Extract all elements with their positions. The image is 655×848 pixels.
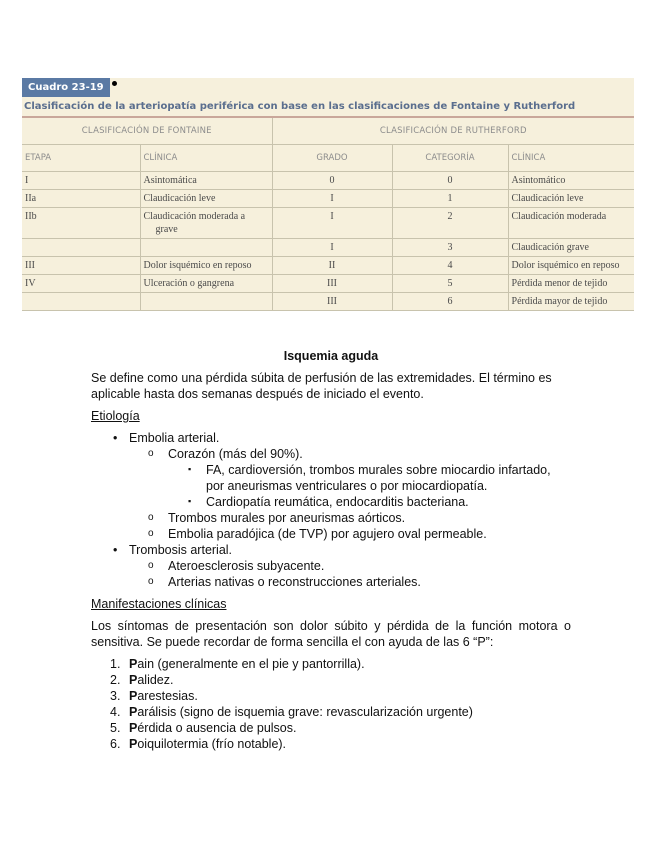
cell-clinica-fontaine: [140, 239, 272, 257]
col-header-categoria: CATEGORÍA: [392, 145, 508, 172]
cell-clinica-rutherford: Asintomático: [508, 172, 634, 190]
cell-clinica-rutherford: Claudicación leve: [508, 190, 634, 208]
square-bullet-icon: ▪: [188, 464, 192, 474]
cell-clinica-rutherford: Claudicación grave: [508, 239, 634, 257]
circle-bullet-icon: o: [148, 512, 154, 523]
list-item: [91, 542, 571, 558]
list-item: [91, 672, 571, 688]
etiologia-list: [91, 430, 571, 590]
column-header-row: [22, 145, 634, 172]
list-item: [91, 704, 571, 720]
cell-categoria: 2: [392, 208, 508, 239]
cell-categoria: 1: [392, 190, 508, 208]
col-header-etapa: ETAPA: [22, 145, 140, 172]
list-item-text: Arterias nativas o reconstrucciones arteriales.: [168, 575, 421, 589]
intro-paragraph: Se define como una pérdida súbita de perfusión de las extremidades. El término es aplicable hasta dos semanas después de iniciado el evento.: [91, 371, 552, 401]
circle-bullet-icon: o: [148, 576, 154, 587]
list-number: 3.: [110, 689, 121, 703]
list-initial: P: [129, 657, 138, 671]
list-number: 5.: [110, 721, 121, 735]
cell-grado: 0: [272, 172, 392, 190]
cell-categoria: 4: [392, 257, 508, 275]
list-item: [91, 526, 571, 542]
cell-clinica-rutherford: Pérdida menor de tejido: [508, 275, 634, 293]
cell-grado: III: [272, 275, 392, 293]
list-initial: P: [129, 689, 138, 703]
cell-clinica-fontaine: Claudicación leve: [140, 190, 272, 208]
list-initial: P: [129, 705, 138, 719]
document-body: [91, 348, 571, 752]
list-item: [91, 558, 571, 574]
cell-categoria: 3: [392, 239, 508, 257]
cell-grado: I: [272, 239, 392, 257]
list-item-text: ain (generalmente en el pie y pantorrilla).: [137, 657, 365, 671]
table-label-row: [22, 78, 634, 97]
list-item: [91, 446, 571, 462]
list-number: 4.: [110, 705, 121, 719]
cell-categoria: 5: [392, 275, 508, 293]
cell-grado: I: [272, 190, 392, 208]
cell-clinica-fontaine: Dolor isquémico en reposo: [140, 257, 272, 275]
table-row: [22, 190, 634, 208]
cell-grado: II: [272, 257, 392, 275]
list-initial: P: [129, 737, 138, 751]
list-item-text: Embolia paradójica (de TVP) por agujero oval permeable.: [168, 527, 487, 541]
cell-etapa: [22, 239, 140, 257]
list-item: [91, 462, 571, 494]
list-item: [91, 494, 571, 510]
section-heading: Isquemia aguda: [283, 349, 379, 363]
list-initial: P: [129, 673, 138, 687]
cell-etapa: IIb: [22, 208, 140, 239]
manifestaciones-paragraph: Los síntomas de presentación son dolor súbito y pérdida de la función motora o sensitiva. Se puede recordar de forma sencilla el con ayuda de las 6 “P”:: [91, 619, 571, 649]
manifestaciones-heading: Manifestaciones clínicas: [91, 597, 227, 611]
list-item-text: Embolia arterial.: [129, 431, 220, 445]
cell-clinica-rutherford: Pérdida mayor de tejido: [508, 293, 634, 311]
table-title: Clasificación de la arteriopatía periférica con base en las clasificaciones de Fontaine y Rutherford: [22, 97, 634, 118]
circle-bullet-icon: o: [148, 560, 154, 571]
cell-etapa: IIa: [22, 190, 140, 208]
group-header-row: [22, 118, 634, 145]
list-item: [91, 430, 571, 446]
list-item: [91, 720, 571, 736]
table-row: [22, 293, 634, 311]
etiologia-heading: Etiología: [91, 409, 140, 423]
list-number: 1.: [110, 657, 121, 671]
cell-etapa: IV: [22, 275, 140, 293]
list-item: [91, 688, 571, 704]
cell-grado: I: [272, 208, 392, 239]
cell-grado: III: [272, 293, 392, 311]
group-header-rutherford: CLASIFICACIÓN DE RUTHERFORD: [272, 118, 634, 145]
group-header-fontaine: CLASIFICACIÓN DE FONTAINE: [22, 118, 272, 145]
col-header-clinica-fontaine: CLÍNICA: [140, 145, 272, 172]
list-item-text: Ateroesclerosis subyacente.: [168, 559, 325, 573]
list-item-text: Trombosis arterial.: [129, 543, 233, 557]
cell-clinica-fontaine-text: Claudicación moderada a grave: [143, 211, 246, 235]
cell-clinica-fontaine: Ulceración o gangrena: [140, 275, 272, 293]
col-header-clinica-rutherford: CLÍNICA: [508, 145, 634, 172]
list-item-text: alidez.: [137, 673, 174, 687]
cell-categoria: 6: [392, 293, 508, 311]
table-row: [22, 257, 634, 275]
cell-clinica-rutherford: [508, 257, 634, 275]
list-item: [91, 656, 571, 672]
table-row: [22, 172, 634, 190]
circle-bullet-icon: o: [148, 448, 154, 459]
table-row: [22, 239, 634, 257]
list-item: [91, 510, 571, 526]
list-item: [91, 736, 571, 752]
six-p-list: [91, 656, 571, 752]
table-label: Cuadro 23-19: [22, 78, 110, 97]
classification-table-figure: [22, 78, 634, 311]
list-initial: P: [129, 721, 138, 735]
circle-bullet-icon: o: [148, 528, 154, 539]
cell-clinica-fontaine: [140, 293, 272, 311]
cell-clinica-fontaine: [140, 208, 272, 239]
cell-clinica-fontaine: Asintomática: [140, 172, 272, 190]
classification-table: [22, 118, 634, 311]
list-item-text: arálisis (signo de isquemia grave: revascularización urgente): [137, 705, 473, 719]
list-number: 6.: [110, 737, 121, 751]
bullet-icon: •: [113, 543, 118, 557]
list-item-text: Corazón (más del 90%).: [168, 447, 303, 461]
list-item-text: Cardiopatía reumática, endocarditis bacteriana.: [206, 495, 469, 509]
cell-etapa: [22, 293, 140, 311]
cell-etapa: I: [22, 172, 140, 190]
cell-clinica-rutherford-text: Dolor isquémico en reposo: [511, 260, 620, 271]
bullet-dot: [112, 81, 117, 86]
square-bullet-icon: ▪: [188, 496, 192, 506]
cell-etapa: III: [22, 257, 140, 275]
list-item-text: érdida o ausencia de pulsos.: [137, 721, 297, 735]
list-item-text: Trombos murales por aneurismas aórticos.: [168, 511, 406, 525]
col-header-grado: GRADO: [272, 145, 392, 172]
table-row: [22, 275, 634, 293]
list-number: 2.: [110, 673, 121, 687]
list-item: [91, 574, 571, 590]
cell-clinica-rutherford: Claudicación moderada: [508, 208, 634, 239]
list-item-text: FA, cardioversión, trombos murales sobre miocardio infartado, por aneurismas ventriculares o por miocardiopatía.: [206, 463, 551, 493]
bullet-icon: •: [113, 431, 118, 445]
list-item-text: arestesias.: [137, 689, 198, 703]
cell-categoria: 0: [392, 172, 508, 190]
list-item-text: oiquilotermia (frío notable).: [137, 737, 287, 751]
table-row: [22, 208, 634, 239]
